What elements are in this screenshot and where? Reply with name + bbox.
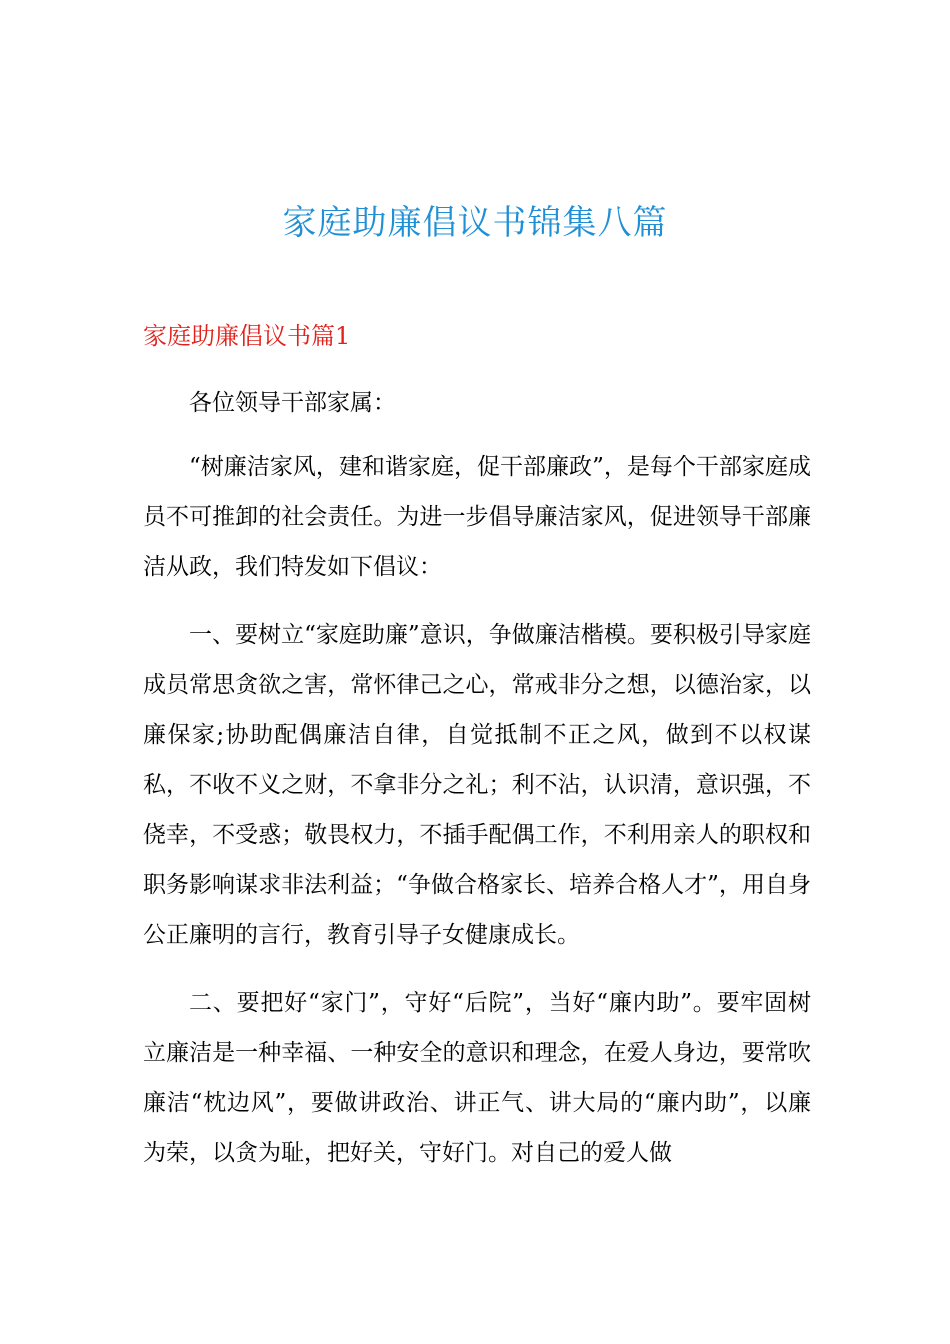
section-heading: 家庭助廉倡议书篇1: [143, 322, 351, 350]
salutation: 各位领导干部家属：: [189, 390, 396, 416]
paragraph-point-two: 二、要把好“家门”，守好“后院”，当好“廉内助”。要牢固树立廉洁是一种幸福、一种安全的意识和理念，在爱人身边，要常吹廉洁“枕边风”，要做讲政治、讲正气、讲大局的“廉内助”，以廉为荣，以贪为耻，把好关，守好门。对自己的爱人做: [143, 990, 811, 1166]
document-body: [143, 378, 811, 1196]
paragraph-intro: “树廉洁家风，建和谐家庭，促干部廉政”，是每个干部家庭成员不可推卸的社会责任。为进一步倡导廉洁家风，促进领导干部廉洁从政，我们特发如下倡议：: [143, 454, 811, 580]
document-title: 家庭助廉倡议书锦集八篇: [282, 203, 668, 243]
paragraph-point-one: 一、要树立“家庭助廉”意识，争做廉洁楷模。要积极引导家庭成员常思贪欲之害，常怀律己之心，常戒非分之想，以德治家，以廉保家;协助配偶廉洁自律，自觉抵制不正之风，做到不以权谋私，不收不义之财，不拿非分之礼；利不沾，认识清，意识强，不侥幸，不受惑；敬畏权力，不插手配偶工作，不利用亲人的职权和职务影响谋求非法利益；“争做合格家长、培养合格人才”，用自身公正廉明的言行，教育引导子女健康成长。: [143, 622, 811, 948]
